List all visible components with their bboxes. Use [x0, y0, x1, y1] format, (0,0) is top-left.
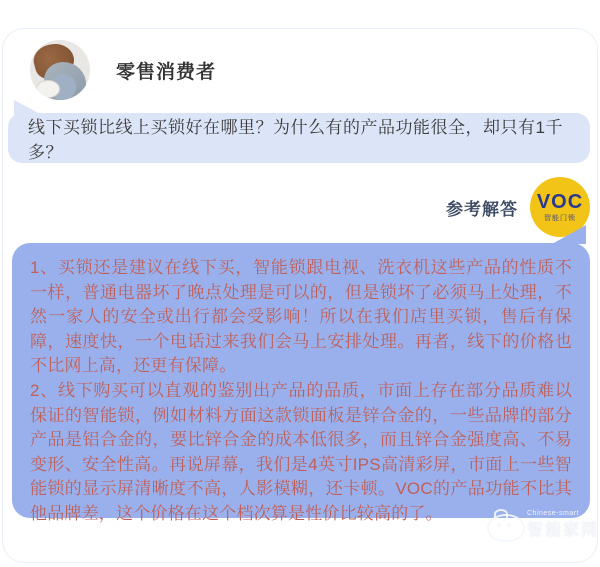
answer-paragraph-2: 2、线下购买可以直观的鉴别出产品的品质，市面上存在部分品质难以保证的智能锁，例如材料方面这款锁面板是锌合金的，一些品牌的部分产品是铝合金的，要比锌合金的成本低很多，而且锌合金强度高、不易变形、安全性高。再说屏幕，我们是4英寸IPS高清彩屏，市面上一些智能锁的显示屏清晰度不高，人影模糊，还卡顿。VOC的产品功能不比其他品牌差，这个价格在这个档次算是性价比较高的了。 — [30, 380, 572, 523]
asker-name-label: 零售消费者 — [116, 61, 217, 83]
question-bubble — [8, 113, 590, 163]
voc-brand-subtext: 智能门锁 — [544, 215, 576, 222]
watermark-mascot-eye — [507, 523, 511, 527]
answer-label: 参考解答 — [446, 199, 518, 219]
watermark-cn-text: 智能家网 — [527, 522, 600, 539]
site-watermark — [487, 504, 600, 552]
voc-brand-text: VOC — [536, 191, 584, 213]
asker-row — [30, 40, 216, 100]
answer-paragraph-1: 1、买锁还是建议在线下买，智能锁跟电视、洗衣机这些产品的性质不一样，普通电器坏了晚点处理是可以的，但是锁坏了必须马上处理，不然一家人的安全或出行都会受影响！所以在我们店里买锁，售后有保障，速度快，一个电话过来我们会马上安排处理。再者，线下的价格也不比网上高，还更有保障。 — [30, 258, 572, 376]
avatar-hat — [36, 80, 60, 98]
question-text: 线下买锁比线上买锁好在哪里？为什么有的产品功能很全，却只有1千多？ — [28, 118, 563, 162]
answer-bubble — [12, 243, 590, 523]
watermark-en-text: Chinese-smart — [527, 510, 580, 517]
answer-header — [446, 176, 590, 238]
watermark-mascot-eye — [497, 523, 501, 527]
watermark-mascot-ear — [494, 509, 508, 519]
consumer-avatar — [30, 40, 90, 100]
watermark-mascot-icon — [487, 514, 525, 542]
watermark-texts — [527, 510, 599, 540]
